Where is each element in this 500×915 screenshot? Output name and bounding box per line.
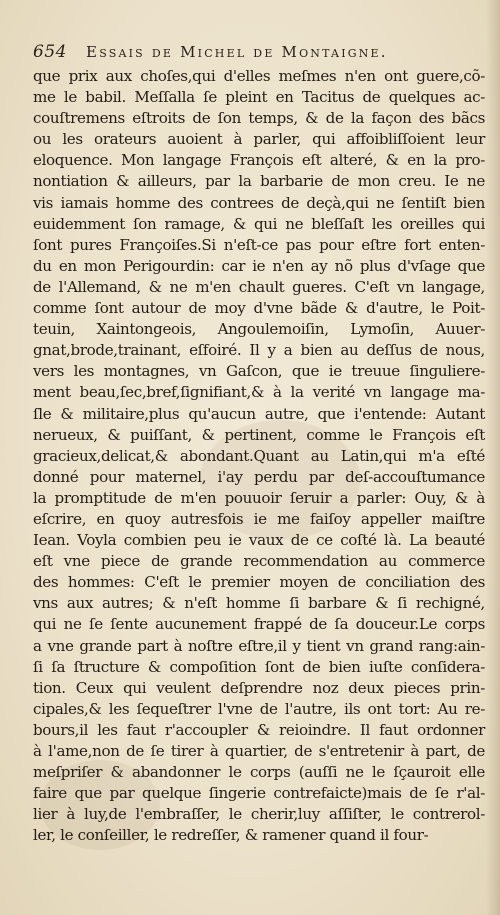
text-line: ou les orateurs auoient à parler, qui affoibliſſoient leur [33, 130, 485, 149]
text-line: comme ſont autour de moy d'vne bãde & d'autre, le Poit- [33, 299, 485, 318]
text-line: tion. Ceux qui veulent deſprendre noz deux pieces prin- [33, 678, 485, 697]
text-line: ſi ſa ſtructure & compoſition ſont de bien iuſte conſidera- [33, 657, 485, 676]
text-line: donné pour maternel, i'ay perdu par deſ-accouſtumance [33, 467, 485, 486]
text-line: vers les montagnes, vn Gaſcon, que ie treuue ſinguliere- [33, 362, 485, 381]
text-line: la promptitude de m'en pouuoir ſeruir a parler: Ouy, & à [33, 488, 485, 507]
text-line: lier à luy,de l'embraſſer, le cherir,luy aſſiſter, le contrerol- [33, 805, 485, 824]
page-header [33, 42, 473, 68]
text-line: ſle & militaire,plus qu'aucun autre, que i'entende: Autant [33, 404, 485, 423]
text-line: cipales,& les ſequeſtrer l'vne de l'autre, ils ont tort: Au re- [33, 699, 485, 718]
text-line: ſont pures Françoiſes.Si n'eſt-ce pas pour eſtre fort enten- [33, 235, 485, 254]
text-line: Iean. Voyla combien peu ie vaux de ce coſté là. La beauté [33, 531, 485, 550]
text-line: eſcrire, en quoy autresfois ie me faiſoy appeller maiſtre [33, 509, 485, 528]
text-line: vns aux autres; & n'eſt homme ſi barbare & ſi rechigné, [33, 594, 485, 613]
text-line: me le babil. Meſſalla ſe pleint en Tacitus de quelques ac- [33, 88, 485, 107]
text-line: eloquence. Mon langage François eſt alteré, & en la pro- [33, 151, 485, 170]
text-line: qui ne ſe ſente aucunement frappé de ſa douceur.Le corps [33, 615, 485, 634]
text-line: des hommes: C'eſt le premier moyen de conciliation des [33, 573, 485, 592]
text-line: eſt vne piece de grande recommendation au commerce [33, 552, 485, 571]
text-line: meſpriſer & abandonner le corps (auſſi ne le ſçauroit elle [33, 763, 485, 782]
text-line: ment beau,ſec,bref,ſignifiant,& à la verité vn langage ma- [33, 383, 485, 402]
text-line: couſtremens eſtroits de ſon temps, & de la façon des bãcs [33, 109, 485, 128]
text-line: bours,il les faut r'accoupler & reioindre. Il faut ordonner [33, 720, 485, 739]
text-line: faire que par quelque ſingerie contrefaicte)mais de ſe r'al- [33, 784, 485, 803]
text-line: vis iamais homme des contrees de deçà,qui ne ſentiſt bien [33, 193, 485, 212]
text-line: gracieux,delicat,& abondant.Quant au Latin,qui m'a eſté [33, 446, 485, 465]
text-line: euidemment ſon ramage, & qui ne bleſſaſt les oreilles qui [33, 214, 485, 233]
page-number: 654 [33, 42, 67, 62]
text-line: teuin, Xaintongeois, Angoulemoiſin, Lymoſin, Auuer- [33, 320, 485, 339]
text-line: gnat,brode,trainant, eſfoiré. Il y a bien au deſſus de nous, [33, 341, 485, 360]
text-line: de l'Allemand, & ne m'en chault gueres. C'eſt vn langage, [33, 277, 485, 296]
text-line: nontiation & ailleurs, par la barbarie de mon creu. Ie ne [33, 172, 485, 191]
text-line: du en mon Perigourdin: car ie n'en ay nõ plus d'vſage que [33, 256, 485, 275]
running-title: Essais de Michel de Montaigne. [86, 43, 388, 61]
text-line: a vne grande part à noſtre eſtre,il y tient vn grand rang:ain- [33, 636, 485, 655]
page-gutter-shadow [486, 0, 500, 915]
body-text [33, 66, 485, 846]
text-line: à l'ame,non de ſe tirer à quartier, de s'entretenir à part, de [33, 742, 485, 760]
text-line: que prix aux choſes,qui d'elles meſmes n'en ont guere,cõ- [33, 67, 485, 85]
text-line: nerueux, & puiſſant, & pertinent, comme le François eſt [33, 425, 485, 444]
text-line: ler, le conſeiller, le redreſſer, & ramener quand il four- [33, 826, 429, 845]
